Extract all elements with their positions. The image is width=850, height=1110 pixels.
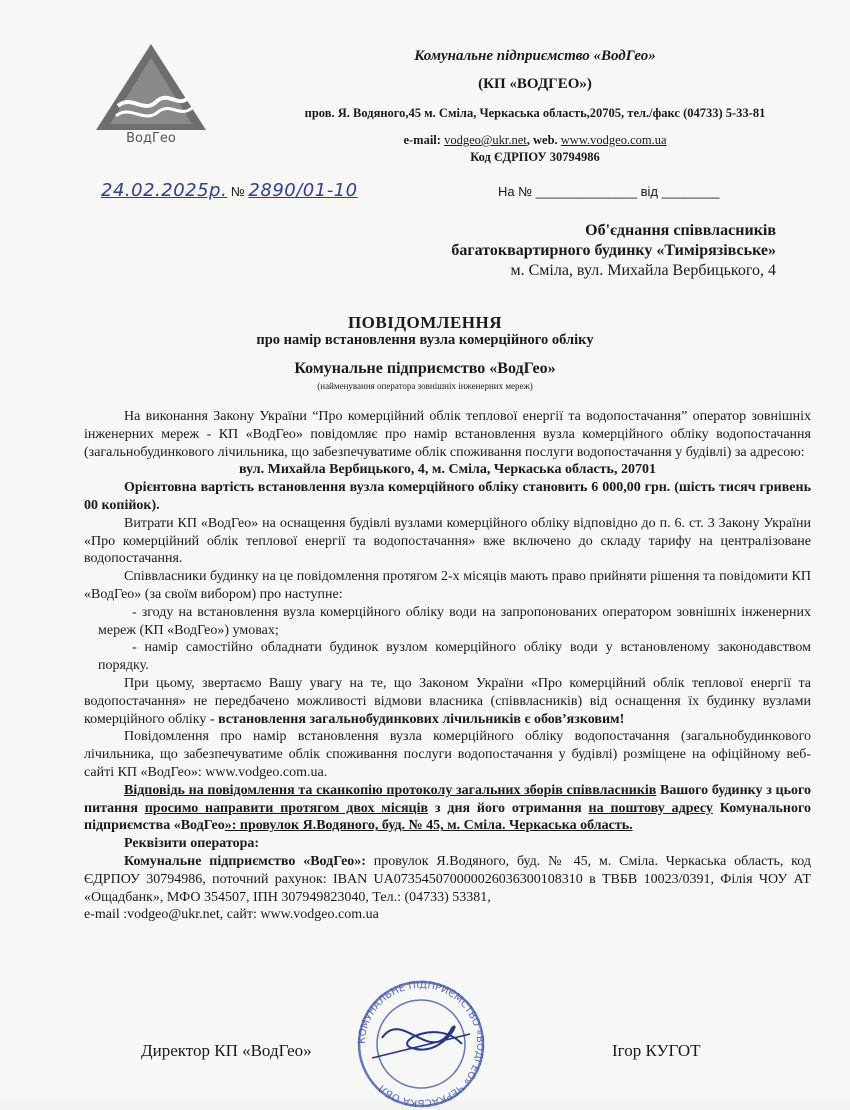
document-body [84,408,811,924]
operator-name: Комунальне підприємство «ВодГео» [294,360,556,377]
paragraph-rights: Співвласники будинку на це повідомлення протягом 2-х місяців мають право прийняти рішення та повідомити КП «ВодГео» (за своїм вибором) про наступне: [84,569,811,602]
document-subtitle: про намір встановлення вузла комерційного обліку [256,332,594,348]
paragraph-intro: На виконання Закону України “Про комерційний облік теплової енергії та водопостачання” оператор зовнішніх інженерних мереж - КП «ВодГео» повідомляє про намір встановлення вузла комерційного обліку водопостачання (загальнобудинкового лічильника, що забезпечуватиме облік споживання послуги водопостачання у будівлі) за адресою: [84,409,811,460]
recipient-line-2: багатоквартирного будинку «Тимірязівське» [451,242,776,259]
web-label: , web. [526,133,558,147]
requisites-text: Комунальне підприємство «ВодГео»: провулок Я.Водяного, буд. № 45, м. Сміла. Черкаська область, код ЄДРПОУ 30794986, поточний рахунок: IBAN UA073545070000026036300108310 в ТВБВ 10023/0391, Філія ЧОУ АТ «Ощадбанк», МФО 354507, ІПН 307949823040, Тел.: (04733) 53381, [84,853,811,905]
company-address: пров. Я. Водяного,45 м. Сміла, Черкаська область,20705, тел./факс (04733) 5-33-81 [304,106,766,120]
edrpou-code: Код ЄДРПОУ 30794986 [470,150,600,164]
outgoing-ref [101,180,358,201]
handwritten-number: 2890/01-10 [248,180,358,201]
paragraph-cost: Орієнтовна вартість встановлення вузла комерційного обліку становить 6 000,00 грн. (шість тисяч гривень 00 копійок). [84,480,811,513]
paragraph-expenses: Витрати КП «ВодГео» на оснащення будівлі вузлами комерційного обліку відповідно до п. 6. ст. 3 Закону України «Про комерційний облік теплової енергії та водопостачання» вже включено до складу тарифу на централізоване водопостачання. [84,515,811,567]
paragraph-website: Повідомлення про намір встановлення вузла комерційного обліку водопостачання (загальнобудинкового лічильника, що забезпечуватиме облік споживання послуги водопостачання у будівлі) розміщене на офіційному веб-сайті КП «ВодГео»: www.vodgeo.com.ua. [84,729,811,780]
svg-text:КОМУНАЛЬНЕ ПІДПРИЄМСТВО «ВОДГЕ: КОМУНАЛЬНЕ ПІДПРИЄМСТВО «ВОДГЕО» ЧЕРКАСЬКА ОБЛ [356,979,486,1109]
requisites-title: Реквізити оператора: [124,836,260,852]
requisites-email: e-mail :vodgeo@ukr.net, сайт: www.vodgeo.com.ua [84,907,379,923]
bullet-consent: - згоду на встановлення вузла комерційного обліку води на запропонованих оператором зовнішніх інженерних мереж (КП «ВодГео») умовах; [98,604,811,638]
document-title: ПОВІДОМЛЕННЯ [347,313,503,332]
official-stamp [342,978,500,1110]
email-label: e-mail: [403,133,441,147]
bullet-self-install: - намір самостійно обладнати будинок вузлом комерційного обліку води у встановленому законодавством порядку. [98,640,811,674]
signatory-position: Директор КП «ВодГео» [141,1041,312,1060]
web-link[interactable]: www.vodgeo.com.ua [560,133,667,147]
company-contacts [240,133,830,148]
operator-note: (найменування оператора зовнішніх інженерних мереж) [317,381,533,391]
company-short-name: (КП «ВОДГЕО») [478,76,592,92]
paragraph-mandatory: При цьому, звертаємо Вашу увагу на те, що Законом України «Про комерційний облік теплової енергії та водопостачання» не передбачено можливості відмови власника (співвласників) від оснащення їх будинку вузлами комерційного обліку - встановлення загальнобудинкових лічильників є обов’язковим! [84,675,811,727]
handwritten-date: 24.02.2025р. [101,180,228,201]
in-reply-to: На № ______________ від ________ [498,184,720,199]
object-address: вул. Михайла Вербицького, 4, м. Сміла, Черкаська область, 20701 [239,462,656,478]
vodgeo-logo [96,44,206,144]
number-label: № [230,184,245,199]
recipient-line-1: Об'єднання співвласників [585,222,776,239]
logo-text: ВодГео [126,131,176,144]
recipient-line-3: м. Сміла, вул. Михайла Вербицького, 4 [510,262,776,279]
company-name: Комунальне підприємство «ВодГео» [414,48,656,64]
email-link[interactable]: vodgeo@ukr.net [444,133,527,147]
paragraph-reply: Відповідь на повідомлення та сканкопію протоколу загальних зборів співвласників Вашого будинку з цього питання просимо направити протягом двох місяців з дня його отримання на поштову адресу Комунального підприємства «ВодГео»: провулок Я.Водяного, буд. № 45, м. Сміла. Черкаська область. [84,782,811,834]
signatory-name: Ігор КУГОТ [612,1041,701,1060]
